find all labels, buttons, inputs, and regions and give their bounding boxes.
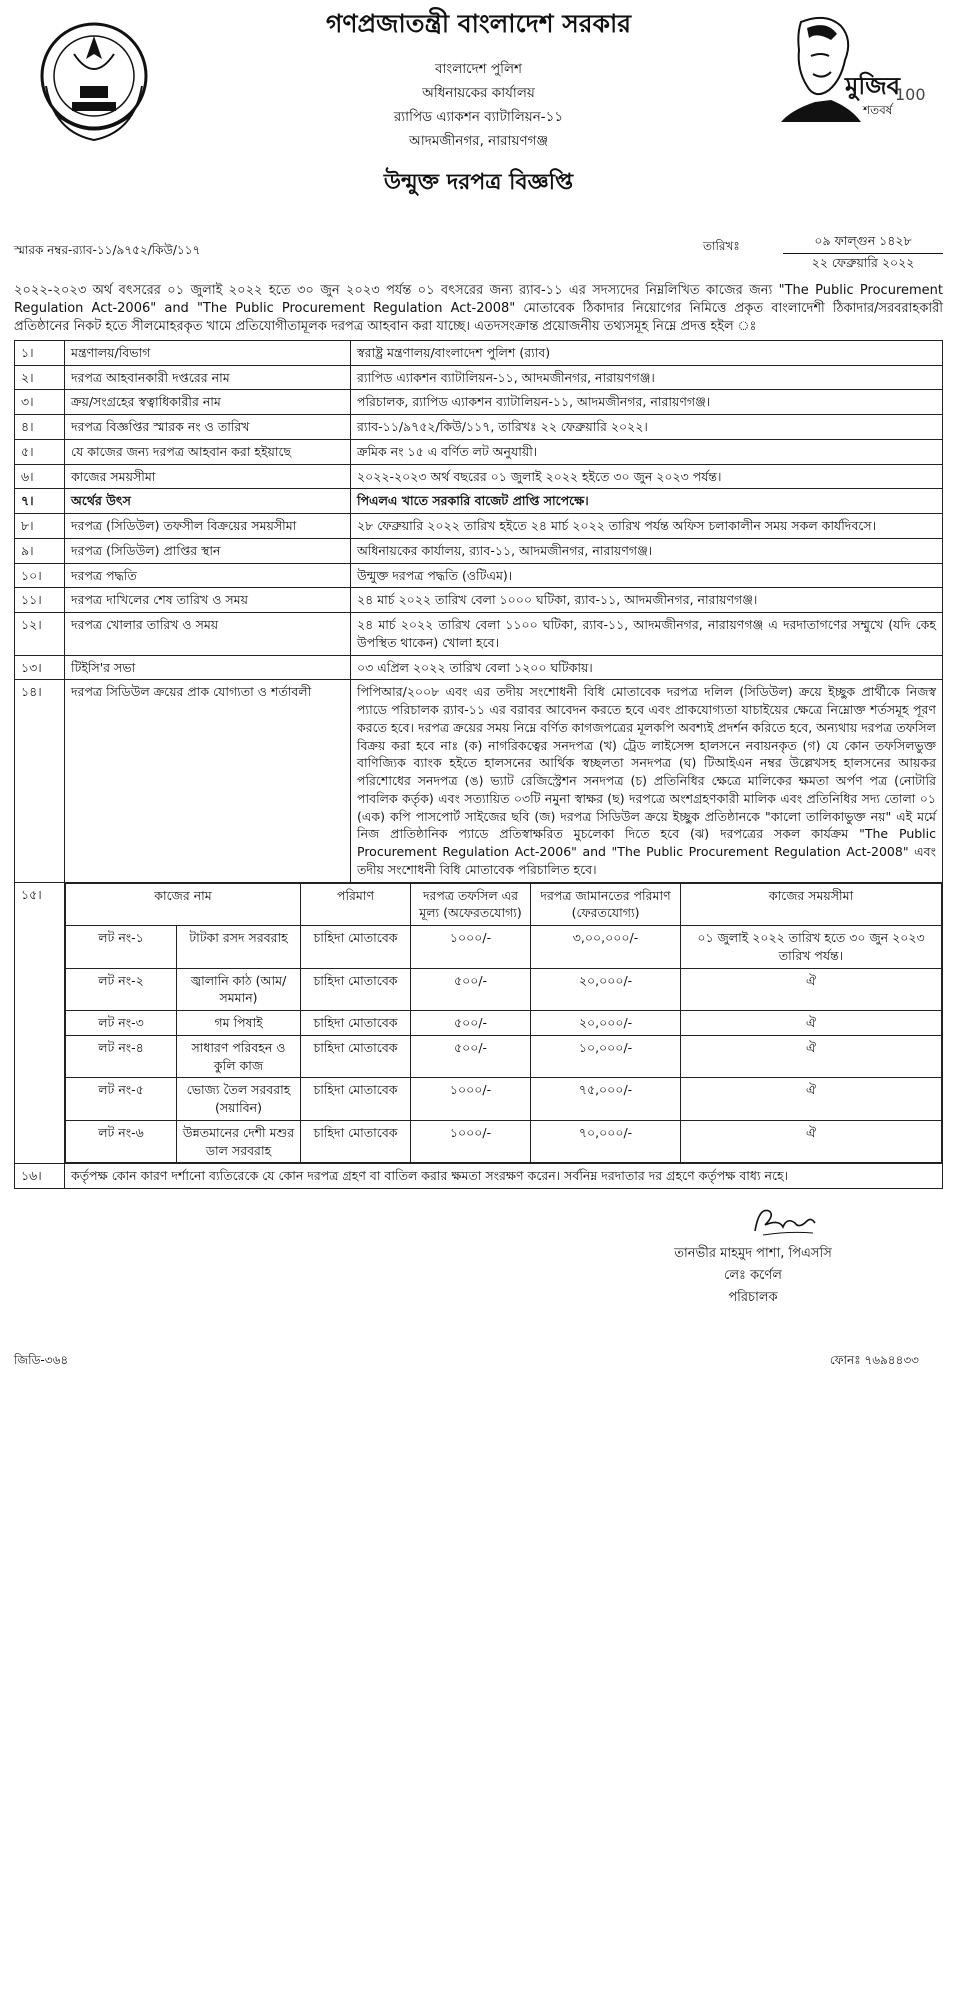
conditions-text: পিপিআর/২০০৮ এবং এর তদীয় সংশোধনী বিধি মোতাবেক দরপত্র দলিল (সিডিউল) ক্রয়ে ইচ্ছুক প্রার্থীকে নিজস্ব প্যাডে পরিচালক র‍্যাব-১১ এর বরাবর আবেদন করতে হবে এবং প্রাকযোগ্যতা যাচাইয়ের ক্ষেত্রে নিম্নোক্ত শর্তসমূহ পূরণ করতে হবে। দরপত্র ক্রয়ের সময় নিম্নে বর্ণিত কাগজপত্রের মূলকপি অবশ্যই প্রদর্শন করিতে হবে, অন্যথায় দরপত্র তফসিল বিক্রয় করা হবে নাঃ (ক) নাগরিকত্বের সনদপত্র (খ) ট্রেড লাইসেন্স হালসনে নবায়নকৃত (গ) যে কোন তফসিলভুক্ত বাণিজ্যিক ব্যাংক হইতে হালসনের আর্থিক স্বচ্ছলতা সনদপত্র (ঘ) টিআইএন নম্বর উল্লেখসহ হালসনের আয়কর পরিশোধের সনদপত্র (ঙ) ভ্যাট রেজিস্ট্রেশন সনদপত্র (চ) প্রতিনিধির ক্ষেত্রে মালিকের ক্ষমতা অর্পণ পত্র (নোটারি পাবলিক কর্তৃক) এবং সত্যায়িত ০৩টি নমুনা স্বাক্ষর (ছ) দরপত্রে অংশগ্রহণকারী মালিক এবং প্রতিনিধির সদ্য তোলা ০১ (এক) কপি পাসপোর্ট সাইজের ছবি (জ) দরপত্র সিডিউল ক্রয়ে ইচ্ছুক প্রতিষ্ঠানকে "কালো তালিকাভুক্ত নয়" এই মর্মে নিজ প্রাতিষ্ঠানিক প্যাডে প্রতিস্বাক্ষরিত মুচলেকা দিতে হবে (ঝ) দরপত্রের সকল কার্যক্রম "The Public Procurement Regulation Act-2006" and "The Public Procurement Regulation Act-2008" এবং তদীয় সংশোধনী বিধি মোতাবেক পরিচালিত হবে। [351,680,943,882]
table-row: ৬। কাজের সময়সীমা ২০২২-২০২৩ অর্থ বছরের ০১ জুলাই ২০২২ হইতে ৩০ জুন ২০২৩ পর্যন্ত। [15,464,943,489]
lot-row: লট নং-৩ গম পিষাই চাহিদা মোতাবেক ৫০০/- ২০,০০০/- ঐ [66,1011,942,1036]
signatory-rank: লেঃ কর্ণেল [724,1268,782,1284]
table-row: ৯। দরপত্র (সিডিউল) প্রাপ্তির স্থান অধিনায়কের কার্যালয়, র‍্যাব-১১, আদমজীনগর, নারায়ণগঞ্জ। [15,538,943,563]
tender-info-table [14,340,943,1189]
table-row: ৭। অর্থের উৎস পিএলএ খাতে সরকারি বাজেট প্রাপ্তি সাপেক্ষে। [15,489,943,514]
signature-area [14,1189,943,1379]
intro-paragraph: ২০২২-২০২৩ অর্থ বৎসরের ০১ জুলাই ২০২২ হতে ৩০ জুন ২০২৩ পর্যন্ত ০১ বৎসরের জন্য র‍্যাব-১১ এর সদস্যদের নিম্নলিখিত কাজের জন্য "The Public Procurement Regulation Act-2006" and "The Public Procurement Regulation Act-2008" মোতাবেক ঠিকাদার নিয়োগের নিমিত্তে প্রকৃত বাংলাদেশী ঠিকাদার/সরবরাহকারী প্রতিষ্ঠানের নিকট হতে সীলমোহরকৃত খামে প্রতিযোগীতামূলক দরপত্র আহবান করা যাচ্ছে। এতদসংক্রান্ত প্রয়োজনীয় তথ্যসমূহ নিম্নে প্রদত্ত হইল ঃ [14,283,943,334]
notice-title: উন্মুক্ত দরপত্র বিজ্ঞপ্তি [383,170,574,195]
lots-row: ১৫। কাজের নাম পরিমাণ দরপত্র তফসিল এর মূল্য (অফেরতযোগ্য) দরপত্র জামানতের পরিমাণ (ফেরতযোগ্য) কাজের সময়সীমা লট নং-১ টাটকা রসদ সরবরাহ চাহিদা মোতাবেক ১০০০/- ৩,০০,০০০/- ০১ জুলাই ২০২২ তারিখ হতে ৩০ জুন ২০২৩ তারিখ পর্যন্ত। লট নং-২ জ্বালানি কাঠ (আম/সমমান) চাহিদা মোতাবেক ৫০০/- ২০,০০০/- ঐ লট নং-৩ গম পিষাই চাহিদা মোতাবেক ৫০০/- ২০,০০০/- ঐ লট নং-৪ সাধারণ পরিবহন ও কুলি কাজ চাহিদা মোতাবেক ৫০০/- ১০,০০০/- ঐ লট নং-৫ ভোজ্য তৈল সরবরাহ (সয়াবিন) চাহিদা মোতাবেক ১০০০/- ৭৫,০০০/- ঐ লট নং-৬ উন্নতমানের দেশী মশুর ডাল সরবরাহ চাহিদা মোতাবেক ১০০০/- ৭০,০০০/- ঐ [15,882,943,1164]
battalion-line: র‍্যাপিড এ্যাকশন ব্যাটালিয়ন-১১ [393,109,564,125]
conditions-row: ১৪। দরপত্র সিডিউল ক্রয়ের প্রাক যোগ্যতা ও শর্তাবলী পিপিআর/২০০৮ এবং এর তদীয় সংশোধনী বিধি মোতাবেক দরপত্র দলিল (সিডিউল) ক্রয়ে ইচ্ছুক প্রার্থীকে নিজস্ব প্যাডে পরিচালক র‍্যাব-১১ এর বরাবর আবেদন করতে হবে এবং প্রাকযোগ্যতা যাচাইয়ের ক্ষেত্রে নিম্নোক্ত শর্তসমূহ পূরণ করতে হবে। দরপত্র ক্রয়ের সময় নিম্নে বর্ণিত কাগজপত্রের মূলকপি অবশ্যই প্রদর্শন করিতে হবে, অন্যথায় দরপত্র তফসিল বিক্রয় করা হবে নাঃ (ক) নাগরিকত্বের সনদপত্র (খ) ট্রেড লাইসেন্স হালসনে নবায়নকৃত (গ) যে কোন তফসিলভুক্ত বাণিজ্যিক ব্যাংক হইতে হালসনের আর্থিক স্বচ্ছলতা সনদপত্র (ঘ) টিআইএন নম্বর উল্লেখসহ হালসনের আয়কর পরিশোধের সনদপত্র (ঙ) ভ্যাট রেজিস্ট্রেশন সনদপত্র (চ) প্রতিনিধির ক্ষেত্রে মালিকের ক্ষমতা অর্পণ পত্র (নোটারি পাবলিক কর্তৃক) এবং সত্যায়িত ০৩টি নমুনা স্বাক্ষর (ছ) দরপত্রে অংশগ্রহণকারী মালিক এবং প্রতিনিধির সদ্য তোলা ০১ (এক) কপি পাসপোর্ট সাইজের ছবি (জ) দরপত্র সিডিউল ক্রয়ে ইচ্ছুক প্রতিষ্ঠানকে "কালো তালিকাভুক্ত নয়" এই মর্মে নিজ প্রাতিষ্ঠানিক প্যাডে প্রতিস্বাক্ষরিত মুচলেকা দিতে হবে (ঝ) দরপত্রের সকল কার্যক্রম "The Public Procurement Regulation Act-2006" and "The Public Procurement Regulation Act-2008" এবং তদীয় সংশোধনী বিধি মোতাবেক পরিচালিত হবে। [15,680,943,882]
col-security: দরপত্র জামানতের পরিমাণ (ফেরতযোগ্য) [531,883,681,926]
memo-row [14,232,943,276]
signature-icon [749,1201,819,1241]
memo-number: স্মারক নম্বর-র‍্যাব-১১/৯৭৫২/কিউ/১১৭ [14,243,201,257]
svg-text:100: 100 [895,85,926,104]
col-work-name: কাজের নাম [66,883,301,926]
lot-row: লট নং-১ টাটকা রসদ সরবরাহ চাহিদা মোতাবেক ১০০০/- ৩,০০,০০০/- ০১ জুলাই ২০২২ তারিখ হতে ৩০ জুন ২০২৩ তারিখ পর্যন্ত। [66,926,942,969]
office-line: অধিনায়কের কার্যালয় [422,85,535,101]
address-line: আদমজীনগর, নারায়ণগঞ্জ [408,133,548,149]
table-row: ২। দরপত্র আহবানকারী দপ্তরের নাম র‍্যাপিড এ্যাকশন ব্যাটালিয়ন-১১, আদমজীনগর, নারায়ণগঞ্জ। [15,365,943,390]
authority-row: ১৬। কর্তৃপক্ষ কোন কারণ দর্শানো ব্যতিরেকে যে কোন দরপত্র গ্রহণ বা বাতিল করার ক্ষমতা সংরক্ষণ করেন। সর্বনিম্ন দরদাতার দর গ্রহণে কর্তৃপক্ষ বাধ্য নহে। [15,1164,943,1189]
table-row: ৩। ক্রয়/সংগ্রহের স্বত্বাধিকারীর নাম পরিচালক, র‍্যাপিড এ্যাকশন ব্যাটালিয়ন-১১, আদমজীনগর, নারায়ণগঞ্জ। [15,390,943,415]
lot-row: লট নং-৫ ভোজ্য তৈল সরবরাহ (সয়াবিন) চাহিদা মোতাবেক ১০০০/- ৭৫,০০০/- ঐ [66,1078,942,1121]
lot-row: লট নং-২ জ্বালানি কাঠ (আম/সমমান) চাহিদা মোতাবেক ৫০০/- ২০,০০০/- ঐ [66,968,942,1011]
phone-number: ফোনঃ ৭৬৯৪৪৩৩ [829,1353,919,1368]
police-line: বাংলাদেশ পুলিশ [434,61,523,77]
mujib-centenary-logo-icon [771,10,926,125]
lot-row: লট নং-৪ সাধারণ পরিবহন ও কুলি কাজ চাহিদা মোতাবেক ৫০০/- ১০,০০০/- ঐ [66,1035,942,1078]
table-row: ১০। দরপত্র পদ্ধতি উন্মুক্ত দরপত্র পদ্ধতি (ওটিএম)। [15,563,943,588]
lots-table [65,883,942,1164]
date-english: ২২ ফেব্রুয়ারি ২০২২ [811,255,915,270]
col-quantity: পরিমাণ [301,883,411,926]
table-row: ৪। দরপত্র বিজ্ঞপ্তির স্মারক নং ও তারিখ র‍্যাব-১১/৯৭৫২/কিউ/১১৭, তারিখঃ ২২ ফেব্রুয়ারি ২০২২। [15,415,943,440]
gd-code: জিডি-৩৬৪ [14,1353,69,1368]
authority-text: কর্তৃপক্ষ কোন কারণ দর্শানো ব্যতিরেকে যে কোন দরপত্র গ্রহণ বা বাতিল করার ক্ষমতা সংরক্ষণ করেন। সর্বনিম্ন দরদাতার দর গ্রহণে কর্তৃপক্ষ বাধ্য নহে। [65,1164,943,1189]
lot-row: লট নং-৬ উন্নতমানের দেশী মশুর ডাল সরবরাহ চাহিদা মোতাবেক ১০০০/- ৭০,০০০/- ঐ [66,1120,942,1163]
table-row: ১৩। টিইসি'র সভা ০৩ এপ্রিল ২০২২ তারিখ বেলা ১২০০ ঘটিকায়। [15,655,943,680]
signatory-name: তানভীর মাহমুদ পাশা, পিএসসি [674,1246,832,1262]
date-bangla: ০৯ ফাল্গুন ১৪২৮ [783,232,943,254]
col-schedule-price: দরপত্র তফসিল এর মূল্য (অফেরতযোগ্য) [411,883,531,926]
signatory-designation: পরিচালক [728,1290,778,1306]
svg-text:মুজিব: মুজিব [845,72,901,100]
table-row: ১১। দরপত্র দাখিলের শেষ তারিখ ও সময় ২৪ মার্চ ২০২২ তারিখ বেলা ১০০০ ঘটিকা, র‍্যাব-১১, আদমজীনগর, নারায়ণগঞ্জ। [15,588,943,613]
lots-header-row [66,883,942,926]
table-row: ১। মন্ত্রণালয়/বিভাগ স্বরাষ্ট্র মন্ত্রণালয়/বাংলাদেশ পুলিশ (র‍্যাব) [15,340,943,365]
government-title: গণপ্রজাতন্ত্রী বাংলাদেশ সরকার [326,9,631,38]
svg-text:শতবর্ষ: শতবর্ষ [863,103,893,117]
header [14,0,943,230]
date-label: তারিখঃ [703,239,740,253]
table-row: ১২। দরপত্র খোলার তারিখ ও সময় ২৪ মার্চ ২০২২ তারিখ বেলা ১১০০ ঘটিকা, র‍্যাব-১১, আদমজীনগর, নারায়ণগঞ্জ এ দরদাতাগণের সম্মুখে (যদি কেহ উপস্থিত থাকেন) খোলা হবে। [15,613,943,656]
table-row: ৫। যে কাজের জন্য দরপত্র আহবান করা হইয়াছে ক্রমিক নং ১৫ এ বর্ণিত লট অনুযায়ী। [15,439,943,464]
col-period: কাজের সময়সীমা [681,883,942,926]
table-row: ৮। দরপত্র (সিডিউল) তফসীল বিক্রয়ের সময়সীমা ২৮ ফেব্রুয়ারি ২০২২ তারিখ হইতে ২৪ মার্চ ২০২২ তারিখ পর্যন্ত অফিস চলাকালীন সময় সকল কার্যদিবসে। [15,514,943,539]
